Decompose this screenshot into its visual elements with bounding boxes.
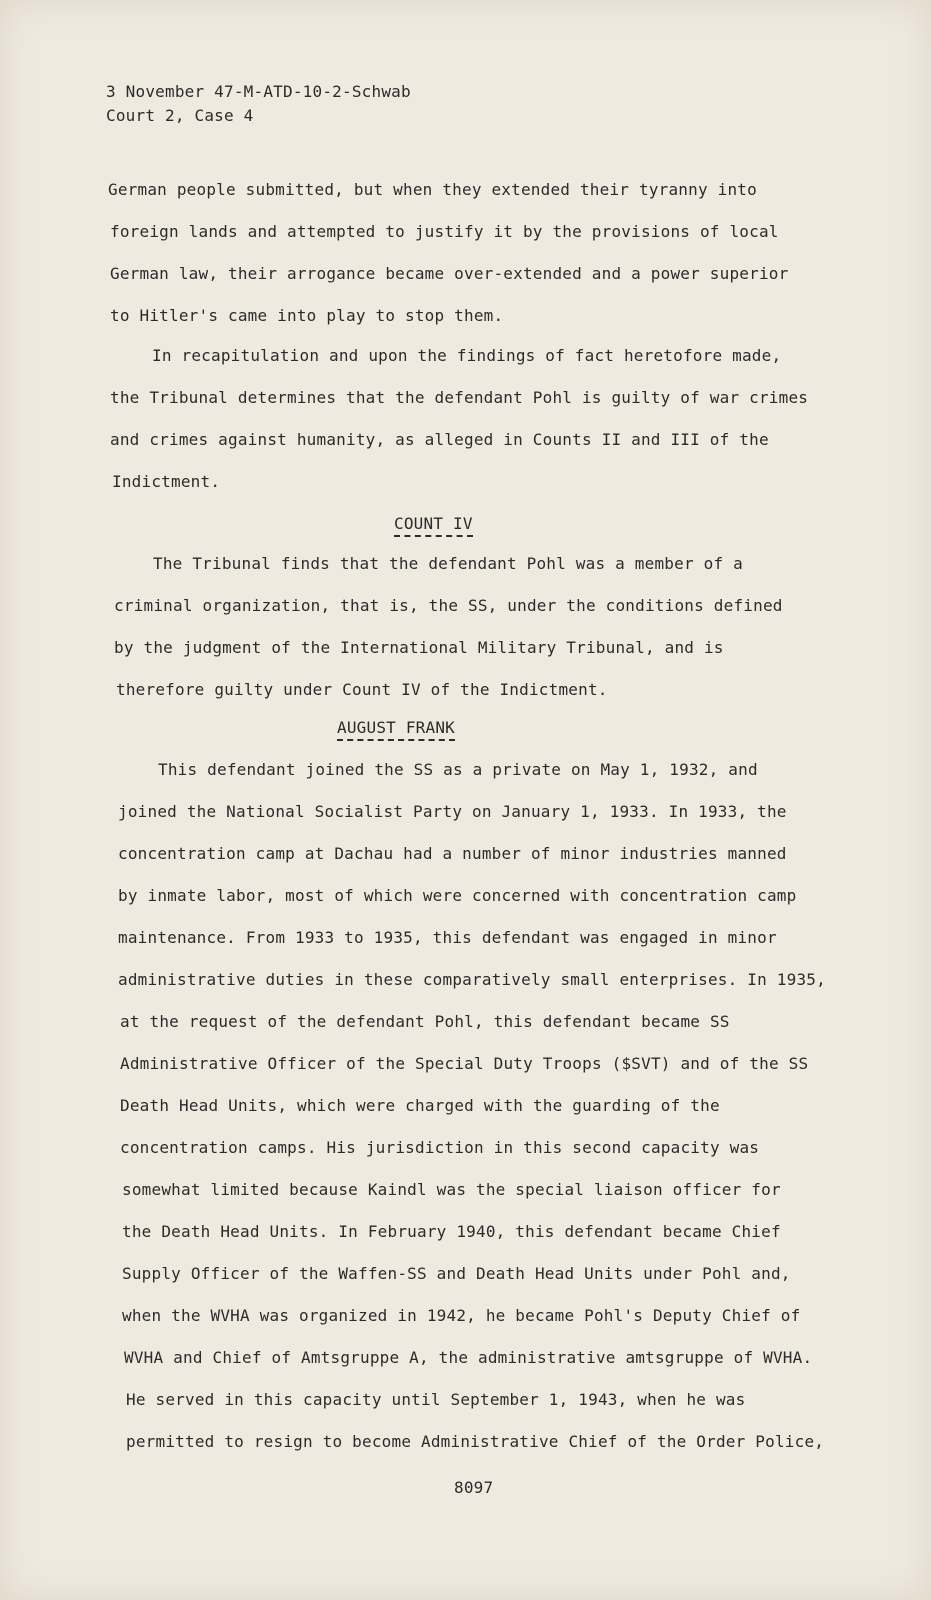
body-line: Indictment.: [112, 472, 221, 491]
heading-underline: [337, 739, 455, 741]
header-court-case: Court 2, Case 4: [106, 106, 254, 125]
body-line: somewhat limited because Kaindl was the special liaison officer for: [122, 1180, 781, 1199]
body-line: maintenance. From 1933 to 1935, this defendant was engaged in minor: [118, 928, 777, 947]
body-line: This defendant joined the SS as a private on May 1, 1932, and: [158, 760, 758, 779]
body-line: permitted to resign to become Administrative Chief of the Order Police,: [126, 1432, 825, 1451]
body-line: WVHA and Chief of Amtsgruppe A, the administrative amtsgruppe of WVHA.: [124, 1348, 813, 1367]
body-line: at the request of the defendant Pohl, this defendant became SS: [120, 1012, 730, 1031]
body-line: by the judgment of the International Military Tribunal, and is: [114, 638, 724, 657]
body-line: and crimes against humanity, as alleged in Counts II and III of the: [110, 430, 769, 449]
body-line: The Tribunal finds that the defendant Pohl was a member of a: [153, 554, 743, 573]
body-line: criminal organization, that is, the SS, under the conditions defined: [114, 596, 783, 615]
body-line: concentration camp at Dachau had a number of minor industries manned: [118, 844, 787, 863]
heading-august-frank-text: AUGUST FRANK: [337, 718, 455, 737]
body-line: when the WVHA was organized in 1942, he became Pohl's Deputy Chief of: [122, 1306, 801, 1325]
body-line: to Hitler's came into play to stop them.: [110, 306, 504, 325]
body-line: In recapitulation and upon the findings of fact heretofore made,: [152, 346, 782, 365]
body-line: administrative duties in these comparatively small enterprises. In 1935,: [118, 970, 826, 989]
body-line: German law, their arrogance became over-extended and a power superior: [110, 264, 789, 283]
body-line: Administrative Officer of the Special Duty Troops ($SVT) and of the SS: [120, 1054, 809, 1073]
page-number: 8097: [454, 1478, 494, 1497]
body-line: concentration camps. His jurisdiction in this second capacity was: [120, 1138, 760, 1157]
body-line: the Tribunal determines that the defendant Pohl is guilty of war crimes: [110, 388, 809, 407]
heading-count-iv: [394, 514, 473, 537]
header-reference: 3 November 47-M-ATD-10-2-Schwab: [106, 82, 411, 101]
body-line: German people submitted, but when they extended their tyranny into: [108, 180, 757, 199]
body-line: He served in this capacity until September 1, 1943, when he was: [126, 1390, 746, 1409]
heading-count-iv-text: COUNT IV: [394, 514, 473, 533]
heading-underline: [394, 535, 473, 537]
body-line: therefore guilty under Count IV of the Indictment.: [116, 680, 608, 699]
heading-august-frank: [337, 718, 455, 741]
body-line: foreign lands and attempted to justify it by the provisions of local: [110, 222, 779, 241]
body-line: by inmate labor, most of which were concerned with concentration camp: [118, 886, 797, 905]
body-line: the Death Head Units. In February 1940, this defendant became Chief: [122, 1222, 781, 1241]
body-line: joined the National Socialist Party on January 1, 1933. In 1933, the: [118, 802, 787, 821]
body-line: Death Head Units, which were charged with the guarding of the: [120, 1096, 720, 1115]
body-line: Supply Officer of the Waffen-SS and Death Head Units under Pohl and,: [122, 1264, 791, 1283]
